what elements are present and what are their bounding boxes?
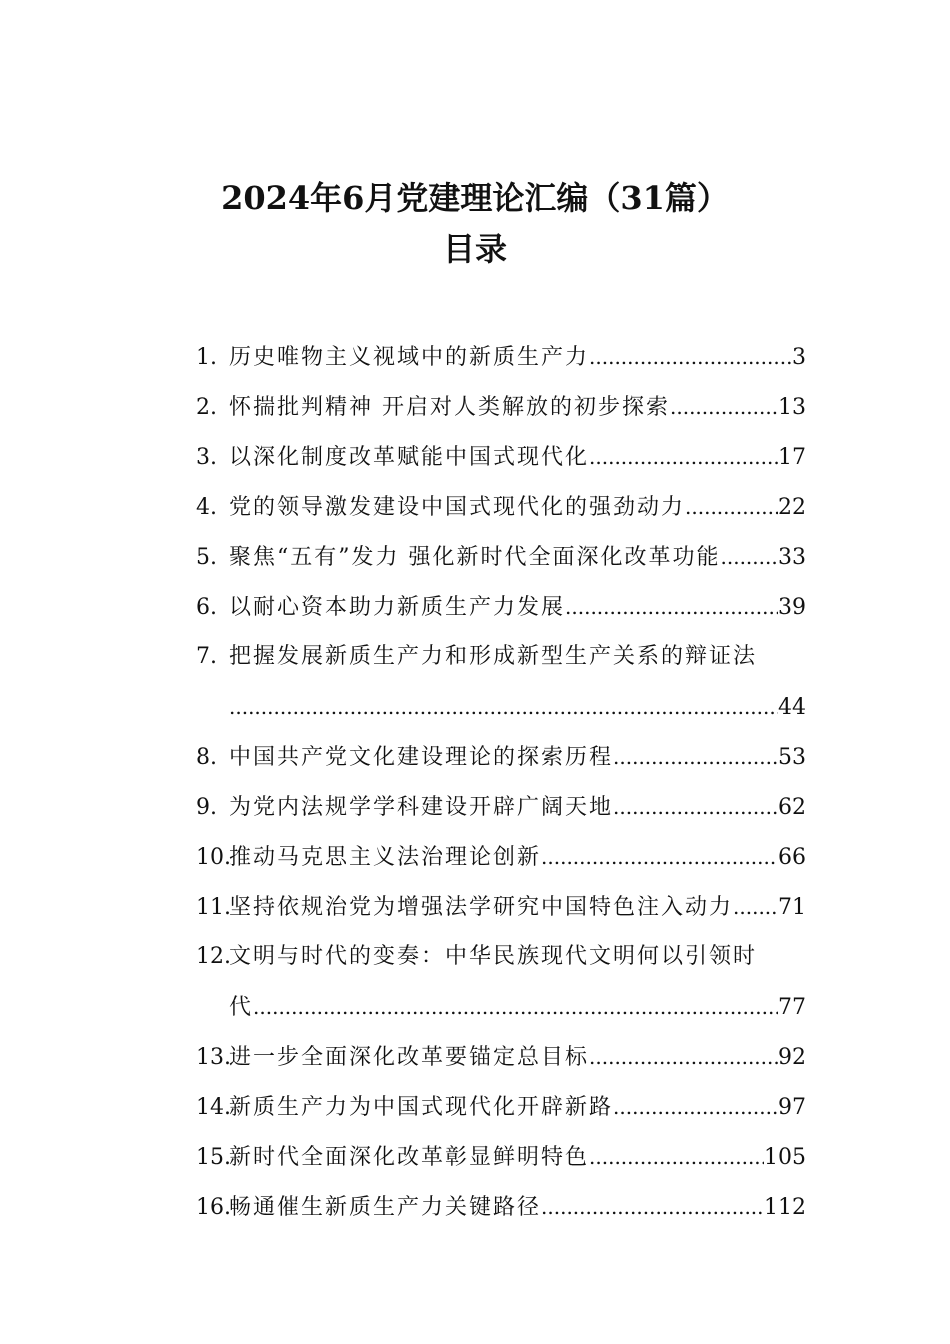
toc-dot-leader — [589, 332, 792, 382]
toc-entry-title: 新时代全面深化改革彰显鲜明特色 — [229, 1145, 590, 1170]
toc-entry-page: 22 — [778, 495, 806, 520]
toc-dot-leader — [733, 882, 778, 932]
toc-entry-number: 3. — [196, 445, 217, 470]
toc-entry-number: 2. — [196, 395, 217, 420]
toc-entry[interactable] — [196, 732, 806, 782]
toc-entry[interactable] — [196, 332, 806, 382]
toc-dot-leader — [541, 1182, 764, 1232]
toc-dot-leader — [613, 782, 778, 832]
toc-dot-leader — [721, 532, 779, 582]
toc-entry[interactable] — [196, 882, 806, 932]
toc-entry[interactable] — [196, 1182, 806, 1232]
toc-entry-title: 文明与时代的变奏：中华民族现代文明何以引领时 — [229, 944, 758, 969]
toc-dot-leader — [589, 432, 778, 482]
toc-entry[interactable] — [196, 1132, 806, 1182]
toc-dot-leader — [541, 832, 778, 882]
toc-entry-number: 8. — [196, 745, 217, 770]
toc-entry-number: 5. — [196, 545, 217, 570]
toc-entry-title: 聚焦“五有”发力 强化新时代全面深化改革功能 — [229, 545, 721, 570]
toc-dot-leader — [685, 482, 778, 532]
toc-entry-number: 12. — [196, 944, 231, 969]
toc-entry-number: 13. — [196, 1045, 231, 1070]
toc-heading: 目录 — [442, 230, 507, 268]
toc-dot-leader — [670, 382, 778, 432]
toc-entry[interactable] — [196, 382, 806, 432]
toc-entry-page: 97 — [778, 1095, 806, 1120]
toc-entry-title: 以深化制度改革赋能中国式现代化 — [229, 445, 590, 470]
toc-entry[interactable] — [196, 482, 806, 532]
document-title: 2024年6月党建理论汇编（31篇） — [221, 179, 729, 217]
toc-entry-number: 14. — [196, 1095, 231, 1120]
toc-entry[interactable] — [196, 532, 806, 582]
toc-entry-number: 10. — [196, 845, 231, 870]
toc-entry-title: 中国共产党文化建设理论的探索历程 — [229, 745, 614, 770]
toc-entry[interactable] — [196, 632, 806, 732]
toc-dot-leader — [589, 1132, 764, 1182]
toc-dot-leader — [229, 682, 778, 732]
toc-entry-title: 历史唯物主义视域中的新质生产力 — [229, 345, 590, 370]
toc-entry-page: 13 — [778, 395, 806, 420]
toc-entry-number: 7. — [196, 644, 217, 669]
toc-dot-leader — [565, 582, 778, 632]
toc-entry[interactable] — [196, 932, 806, 1032]
toc-entry[interactable] — [196, 582, 806, 632]
toc-entry-page: 44 — [778, 695, 806, 720]
toc-entry-title: 把握发展新质生产力和形成新型生产关系的辩证法 — [229, 644, 758, 669]
toc-entry-title: 新质生产力为中国式现代化开辟新路 — [229, 1095, 614, 1120]
toc-entry-number: 4. — [196, 495, 217, 520]
toc-entry-page: 53 — [778, 745, 806, 770]
toc-entry-number: 16. — [196, 1195, 231, 1220]
toc-entry-number: 9. — [196, 795, 217, 820]
toc-entry-title-continued: 代 — [229, 995, 254, 1020]
toc-entry-title: 畅通催生新质生产力关键路径 — [229, 1195, 542, 1220]
toc-dot-leader — [613, 1082, 778, 1132]
toc-entry-number: 11. — [196, 895, 231, 920]
toc-entry[interactable] — [196, 1032, 806, 1082]
toc-entry-number: 1. — [196, 345, 217, 370]
table-of-contents — [196, 332, 806, 1232]
toc-dot-leader — [589, 1032, 778, 1082]
toc-entry-page: 17 — [778, 445, 806, 470]
toc-entry-page: 3 — [792, 345, 806, 370]
toc-entry-title: 进一步全面深化改革要锚定总目标 — [229, 1045, 590, 1070]
toc-entry-page: 112 — [764, 1195, 806, 1220]
toc-entry[interactable] — [196, 432, 806, 482]
toc-entry-title: 怀揣批判精神 开启对人类解放的初步探索 — [229, 395, 670, 420]
toc-entry[interactable] — [196, 1082, 806, 1132]
toc-entry-number: 6. — [196, 595, 217, 620]
toc-entry-page: 71 — [778, 895, 806, 920]
toc-entry-page: 33 — [778, 545, 806, 570]
toc-entry-page: 77 — [778, 995, 806, 1020]
toc-entry-title: 推动马克思主义法治理论创新 — [229, 845, 542, 870]
toc-entry-page: 66 — [778, 845, 806, 870]
toc-entry-page: 62 — [778, 795, 806, 820]
toc-entry[interactable] — [196, 832, 806, 882]
toc-entry-title: 坚持依规治党为增强法学研究中国特色注入动力 — [229, 895, 734, 920]
toc-entry-page: 39 — [778, 595, 806, 620]
toc-dot-leader — [253, 982, 778, 1032]
toc-entry-page: 105 — [764, 1145, 806, 1170]
toc-entry-page: 92 — [778, 1045, 806, 1070]
toc-entry-title: 党的领导激发建设中国式现代化的强劲动力 — [229, 495, 686, 520]
toc-entry-title: 以耐心资本助力新质生产力发展 — [229, 595, 566, 620]
toc-entry-title: 为党内法规学学科建设开辟广阔天地 — [229, 795, 614, 820]
toc-dot-leader — [613, 732, 778, 782]
toc-entry[interactable] — [196, 782, 806, 832]
toc-entry-number: 15. — [196, 1145, 231, 1170]
